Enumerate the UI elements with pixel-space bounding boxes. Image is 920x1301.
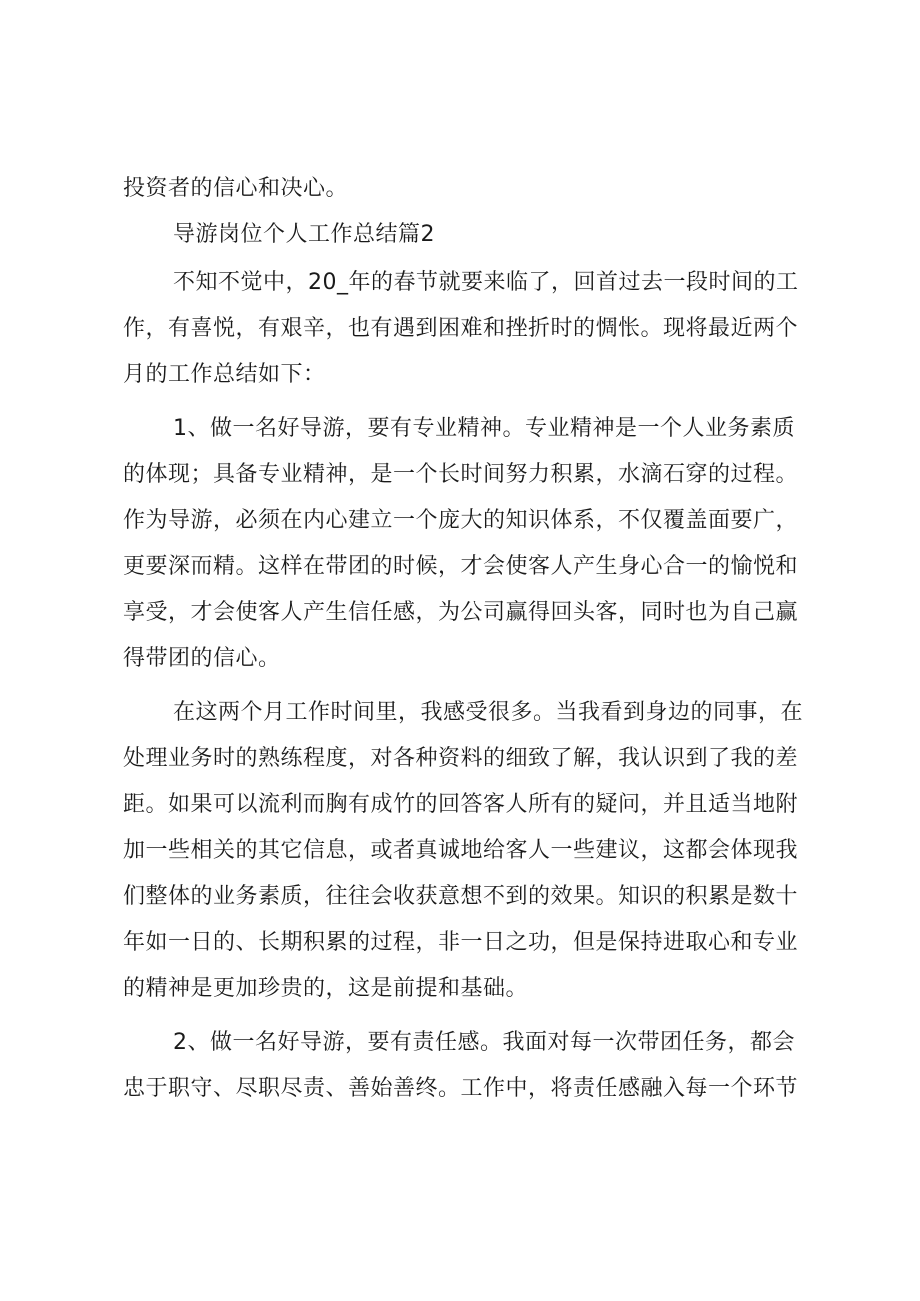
text-line: 投资者的信心和决心。 bbox=[123, 176, 349, 201]
text-line: 得带团的信心。 bbox=[123, 646, 281, 671]
text-line: 1、做一名好导游，要有专业精神。专业精神是一个人业务素质 bbox=[173, 416, 795, 441]
text-line: 享受，才会使客人产生信任感，为公司赢得回头客，同时也为自己赢 bbox=[123, 600, 799, 625]
text-line: 在这两个月工作时间里，我感受很多。当我看到身边的同事，在 bbox=[173, 700, 804, 725]
document-body bbox=[123, 166, 833, 1112]
text-line: 2、做一名好导游，要有责任感。我面对每一次带团任务，都会 bbox=[173, 1030, 795, 1055]
text-line: 作，有喜悦，有艰辛，也有遇到困难和挫折时的惆怅。现将最近两个 bbox=[123, 316, 799, 341]
text-line: 处理业务时的熟练程度，对各种资料的细致了解，我认识到了我的差 bbox=[123, 746, 799, 771]
text-line: 加一些相关的其它信息，或者真诚地给客人一些建议，这都会体现我 bbox=[123, 838, 799, 863]
text-line: 年如一日的、长期积累的过程，非一日之功，但是保持进取心和专业 bbox=[123, 930, 799, 955]
text-line: 的体现；具备专业精神，是一个长时间努力积累，水滴石穿的过程。 bbox=[123, 462, 799, 487]
text-line: 的精神是更加珍贵的，这是前提和基础。 bbox=[123, 976, 529, 1001]
text-line: 不知不觉中，20_年的春节就要来临了，回首过去一段时间的工 bbox=[173, 270, 799, 295]
section-heading: 导游岗位个人工作总结篇2 bbox=[173, 222, 435, 247]
text-line: 忠于职守、尽职尽责、善始善终。工作中，将责任感融入每一个环节 bbox=[123, 1076, 799, 1101]
text-line: 们整体的业务素质，往往会收获意想不到的效果。知识的积累是数十 bbox=[123, 884, 799, 909]
text-line: 作为导游，必须在内心建立一个庞大的知识体系，不仅覆盖面要广， bbox=[123, 508, 799, 533]
text-line: 月的工作总结如下： bbox=[123, 362, 326, 387]
text-line: 更要深而精。这样在带团的时候，才会使客人产生身心合一的愉悦和 bbox=[123, 554, 799, 579]
text-line: 距。如果可以流利而胸有成竹的回答客人所有的疑问，并且适当地附 bbox=[123, 792, 799, 817]
